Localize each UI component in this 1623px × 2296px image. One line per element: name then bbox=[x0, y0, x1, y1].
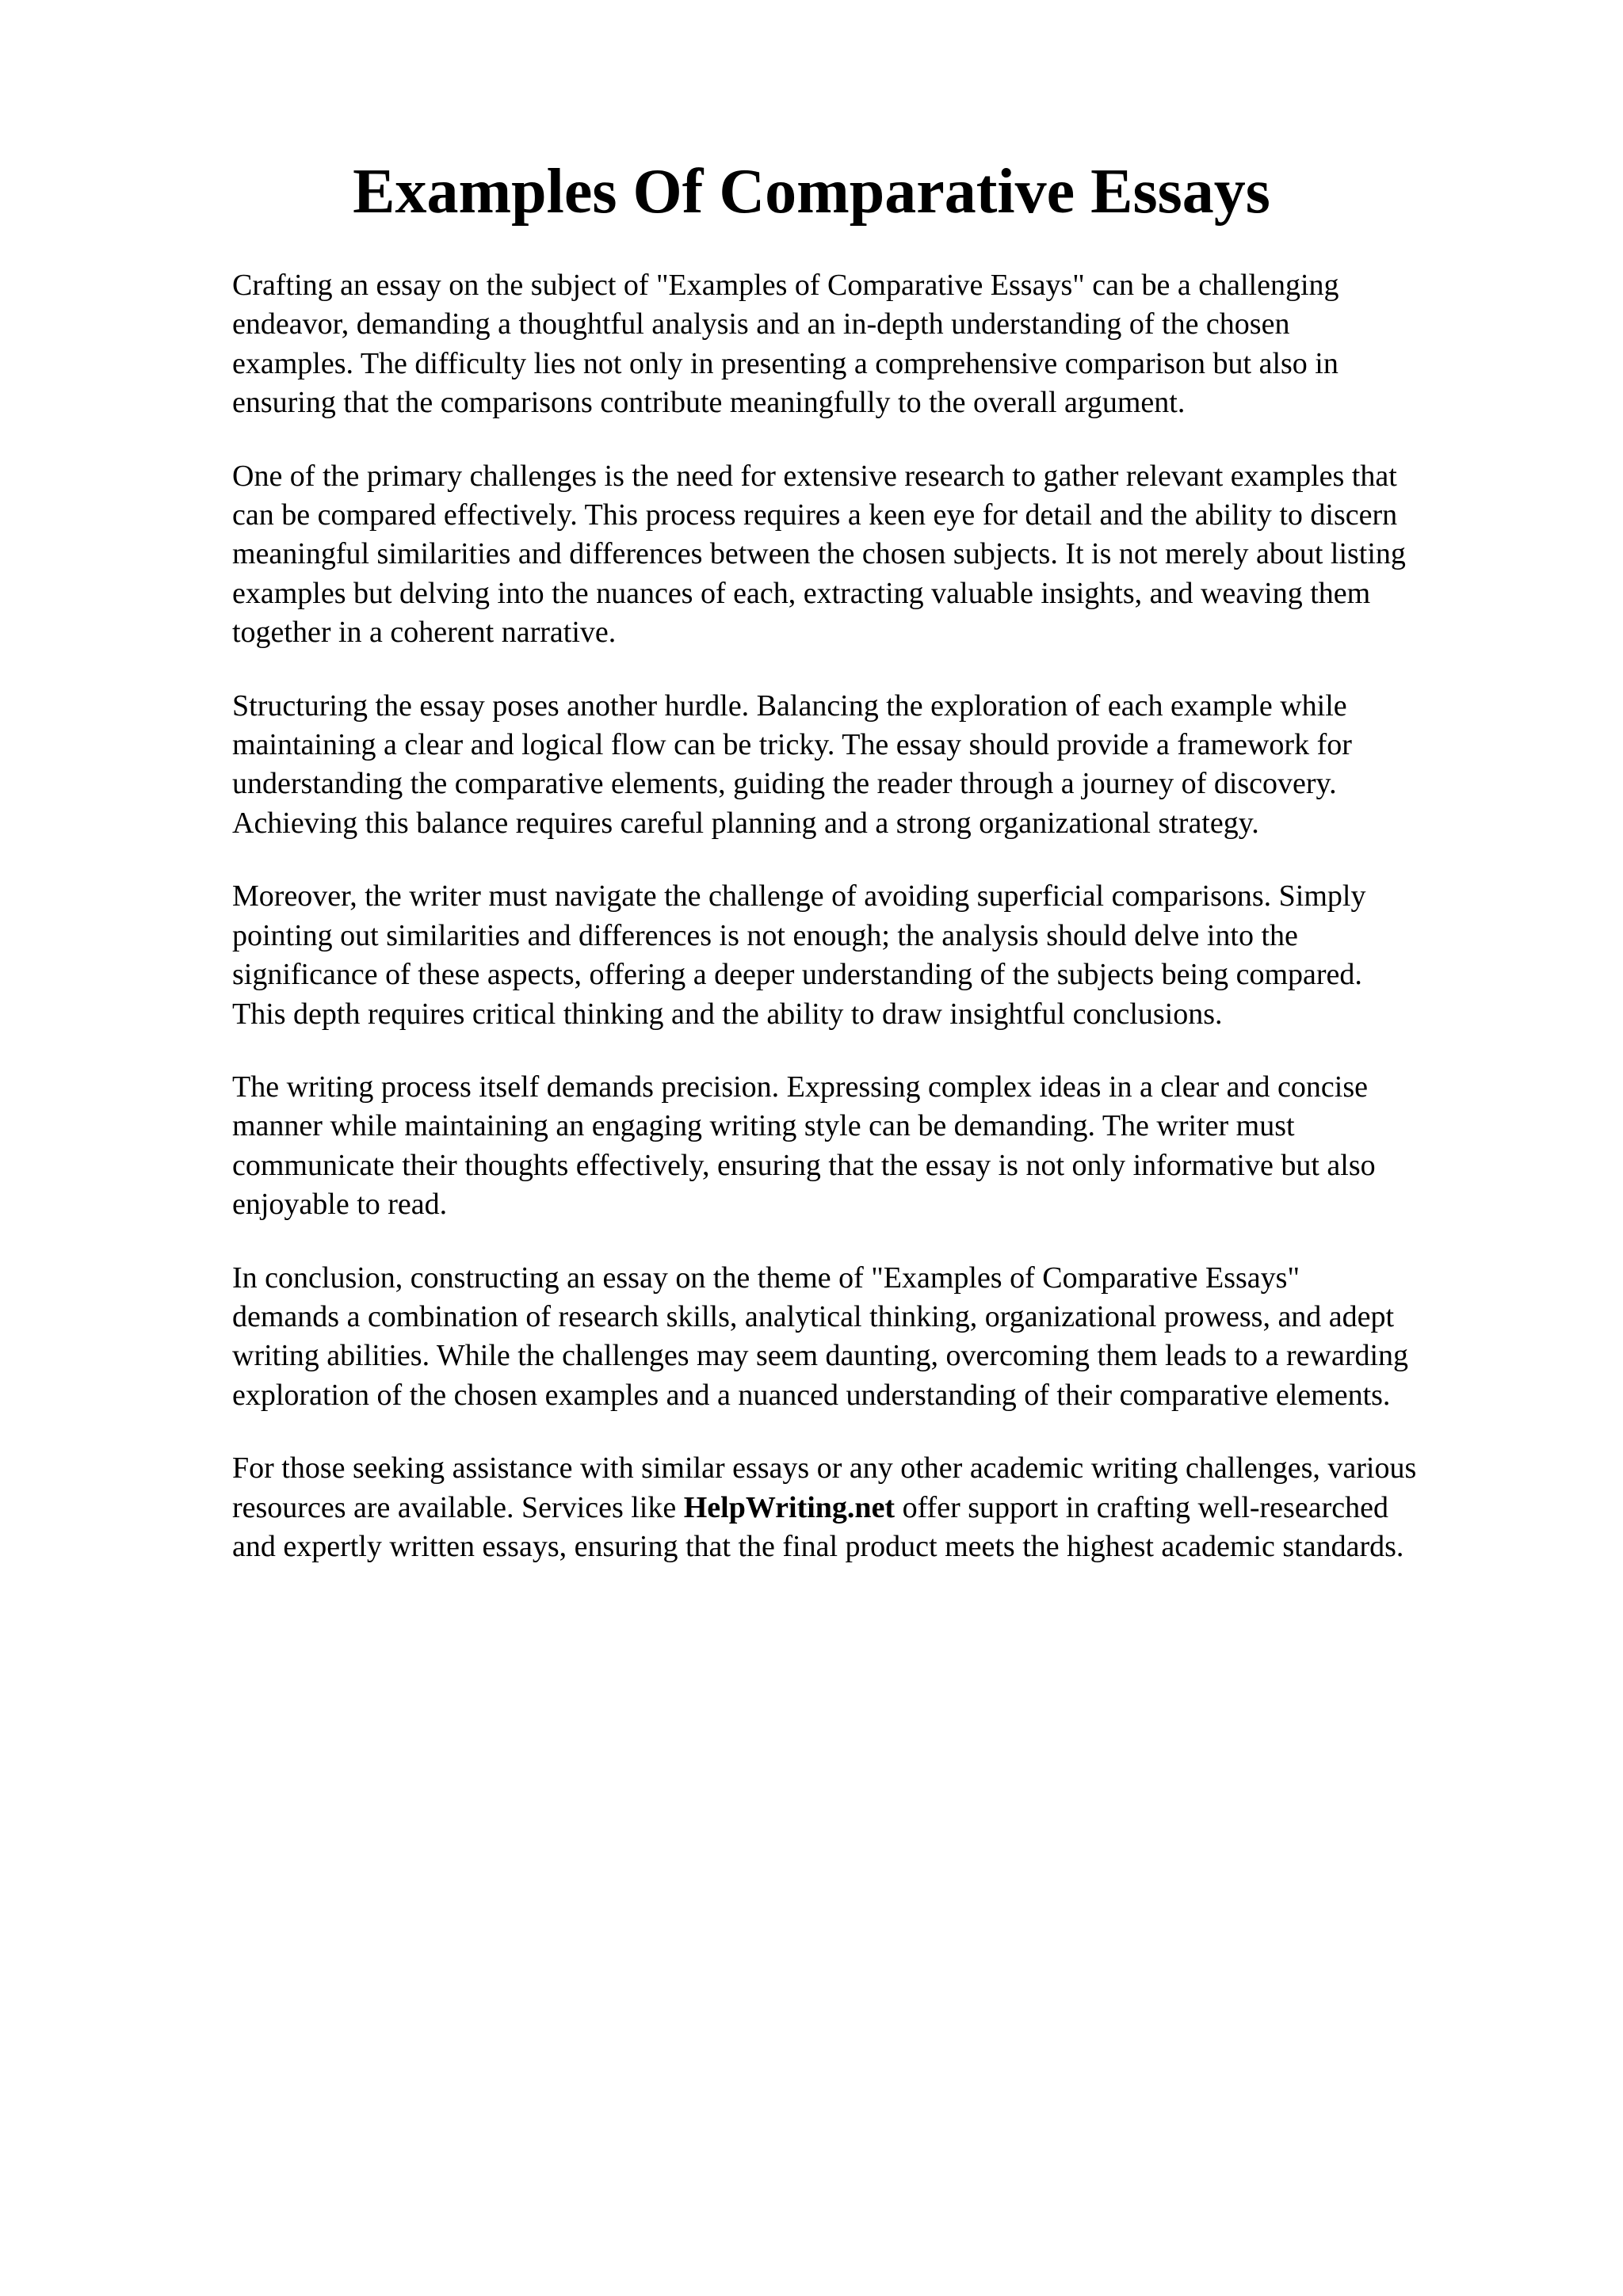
paragraph-line: communicate their thoughts effectively, ensuring that the essay is not only informative but also bbox=[232, 1148, 1376, 1182]
paragraph-line: exploration of the chosen examples and a nuanced understanding of their comparative elements. bbox=[232, 1378, 1391, 1412]
paragraph-line: The writing process itself demands precision. Expressing complex ideas in a clear and concise bbox=[232, 1070, 1368, 1104]
paragraph-line: writing abilities. While the challenges may seem daunting, overcoming them leads to a rewarding bbox=[232, 1339, 1409, 1373]
paragraph-line: ensuring that the comparisons contribute meaningfully to the overall argument. bbox=[232, 386, 1186, 420]
line-text-after-link: offer support in crafting well-researched bbox=[895, 1490, 1388, 1524]
paragraph-1 bbox=[232, 266, 1532, 423]
paragraph-line: Moreover, the writer must navigate the challenge of avoiding superficial comparisons. Simply bbox=[232, 879, 1366, 913]
paragraph-line: can be compared effectively. This process requires a keen eye for detail and the ability to discern bbox=[232, 498, 1398, 532]
paragraph-4 bbox=[232, 877, 1532, 1034]
paragraph-line: In conclusion, constructing an essay on the theme of "Examples of Comparative Essays" bbox=[232, 1261, 1300, 1295]
paragraph-line: One of the primary challenges is the need for extensive research to gather relevant examples that bbox=[232, 459, 1397, 493]
paragraph-5 bbox=[232, 1068, 1532, 1225]
paragraph-line: This depth requires critical thinking and the ability to draw insightful conclusions. bbox=[232, 997, 1223, 1031]
paragraph-3 bbox=[232, 687, 1532, 844]
paragraph-line: pointing out similarities and differences is not enough; the analysis should delve into the bbox=[232, 918, 1298, 952]
paragraph-line: examples but delving into the nuances of each, extracting valuable insights, and weaving them bbox=[232, 576, 1371, 610]
paragraph-line: examples. The difficulty lies not only in presenting a comprehensive comparison but also in bbox=[232, 346, 1338, 380]
paragraph-line: Crafting an essay on the subject of "Examples of Comparative Essays" can be a challenging bbox=[232, 269, 1339, 302]
document-title: Examples Of Comparative Essays bbox=[353, 157, 1270, 227]
paragraph-line: For those seeking assistance with similar essays or any other academic writing challenges, various bbox=[232, 1451, 1417, 1486]
line-text-before-link: resources are available. Services like bbox=[232, 1490, 684, 1524]
paragraph-line: significance of these aspects, offering a deeper understanding of the subjects being compared. bbox=[232, 958, 1362, 992]
document-body bbox=[232, 266, 1532, 1600]
paragraph-line: understanding the comparative elements, guiding the reader through a journey of discovery. bbox=[232, 767, 1337, 801]
paragraph-line: Structuring the essay poses another hurdle. Balancing the exploration of each example while bbox=[232, 688, 1347, 723]
paragraph-line-with-link bbox=[232, 1489, 1532, 1527]
paragraph-line: demands a combination of research skills, analytical thinking, organizational prowess, and adept bbox=[232, 1299, 1395, 1333]
paragraph-7 bbox=[232, 1449, 1532, 1566]
helpwriting-link[interactable]: HelpWriting.net bbox=[683, 1490, 896, 1524]
paragraph-6 bbox=[232, 1259, 1532, 1416]
paragraph-2 bbox=[232, 457, 1532, 653]
paragraph-line: endeavor, demanding a thoughtful analysis and an in-depth understanding of the chosen bbox=[232, 307, 1290, 341]
paragraph-line: Achieving this balance requires careful planning and a strong organizational strategy. bbox=[232, 806, 1259, 840]
paragraph-line: meaningful similarities and differences between the chosen subjects. It is not merely about listing bbox=[232, 537, 1406, 571]
paragraph-line: together in a coherent narrative. bbox=[232, 616, 617, 650]
paragraph-line: maintaining a clear and logical flow can be tricky. The essay should provide a framework for bbox=[232, 728, 1352, 762]
paragraph-line: enjoyable to read. bbox=[232, 1188, 448, 1222]
paragraph-line: and expertly written essays, ensuring that the final product meets the highest academic standards. bbox=[232, 1529, 1404, 1563]
paragraph-line: manner while maintaining an engaging writing style can be demanding. The writer must bbox=[232, 1109, 1295, 1143]
